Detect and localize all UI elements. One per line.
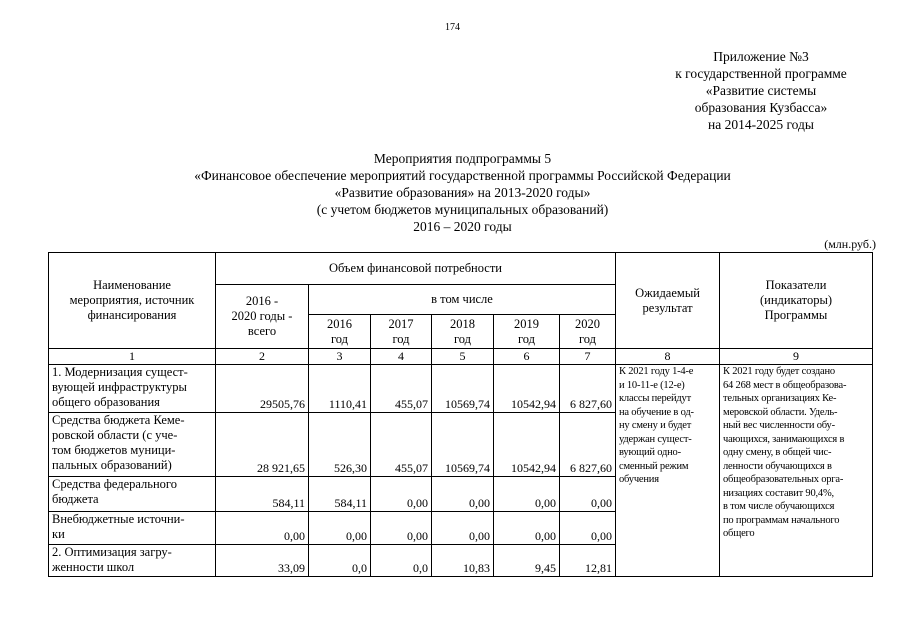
value-cell: 0,00	[371, 477, 432, 512]
document-title	[0, 150, 905, 235]
value-cell: 12,81	[560, 545, 616, 577]
header-year: 2019 год	[494, 315, 560, 349]
column-number: 7	[560, 349, 616, 365]
value-cell: 0,00	[432, 512, 494, 545]
value-cell: 10569,74	[432, 413, 494, 477]
column-number: 6	[494, 349, 560, 365]
header-year: 2017 год	[371, 315, 432, 349]
value-cell: 0,00	[494, 477, 560, 512]
value-cell: 10,83	[432, 545, 494, 577]
value-cell: 526,30	[309, 413, 371, 477]
title-line: «Развитие образования» на 2013-2020 годы»	[334, 185, 591, 200]
value-cell: 10542,94	[494, 413, 560, 477]
column-number: 8	[616, 349, 720, 365]
appendix-caption	[640, 48, 882, 133]
value-cell: 0,00	[216, 512, 309, 545]
appendix-line: на 2014-2025 годы	[708, 117, 814, 132]
appendix-line: образования Кузбасса»	[694, 100, 828, 115]
units-label: (млн.руб.)	[824, 237, 876, 251]
header-total: 2016 - 2020 годы - всего	[216, 285, 309, 349]
value-cell: 9,45	[494, 545, 560, 577]
value-cell: 0,00	[432, 477, 494, 512]
appendix-line: Приложение №3	[713, 49, 809, 64]
value-cell: 0,00	[560, 477, 616, 512]
value-cell: 10569,74	[432, 365, 494, 413]
value-cell: 0,00	[371, 512, 432, 545]
appendix-line: к государственной программе	[675, 66, 847, 81]
row-name: Внебюджетные источни- ки	[49, 512, 216, 545]
value-cell: 29505,76	[216, 365, 309, 413]
value-cell: 28 921,65	[216, 413, 309, 477]
header-indicators: Показатели (индикаторы) Программы	[720, 253, 873, 349]
value-cell: 6 827,60	[560, 413, 616, 477]
value-cell: 455,07	[371, 413, 432, 477]
header-expected-result: Ожидаемый результат	[616, 253, 720, 349]
header-volume: Объем финансовой потребности	[216, 253, 616, 285]
value-cell: 584,11	[216, 477, 309, 512]
value-cell: 455,07	[371, 365, 432, 413]
column-number: 3	[309, 349, 371, 365]
title-line: «Финансовое обеспечение мероприятий государственной программы Российской Федерации	[194, 168, 731, 183]
column-number: 1	[49, 349, 216, 365]
row-name: 1. Модернизация сущест- вующей инфраструктуры общего образования	[49, 365, 216, 413]
expected-result-text: К 2021 году 1-4-е и 10-11-е (12-е) классы перейдут на обучение в од- ну смену и будет удержан сущест- вующий одно- сменный режим обучения	[616, 365, 720, 577]
table-row	[49, 365, 873, 413]
column-number: 9	[720, 349, 873, 365]
value-cell: 10542,94	[494, 365, 560, 413]
value-cell: 0,00	[560, 512, 616, 545]
value-cell: 1110,41	[309, 365, 371, 413]
value-cell: 584,11	[309, 477, 371, 512]
header-year: 2020 год	[560, 315, 616, 349]
appendix-line: «Развитие системы	[705, 83, 817, 98]
header-name: Наименование мероприятия, источник финансирования	[49, 253, 216, 349]
row-name: Средства бюджета Кеме- ровской области (с уче- том бюджетов муници- пальных образований)	[49, 413, 216, 477]
header-including: в том числе	[309, 285, 616, 315]
value-cell: 33,09	[216, 545, 309, 577]
title-line: 2016 – 2020 годы	[413, 219, 512, 234]
financing-table	[48, 252, 873, 577]
row-name: 2. Оптимизация загру- женности школ	[49, 545, 216, 577]
value-cell: 6 827,60	[560, 365, 616, 413]
value-cell: 0,0	[371, 545, 432, 577]
value-cell: 0,00	[309, 512, 371, 545]
row-name: Средства федерального бюджета	[49, 477, 216, 512]
title-line: Мероприятия подпрограммы 5	[373, 151, 552, 166]
value-cell: 0,0	[309, 545, 371, 577]
header-year: 2018 год	[432, 315, 494, 349]
page-number: 174	[445, 22, 460, 33]
header-year: 2016 год	[309, 315, 371, 349]
indicators-text: К 2021 году будет создано 64 268 мест в общеобразова- тельных организациях Ке- меровской области. Удель- ный вес численности обу- чающихся, занимающихся в одну смену, в общей чис- ленности обучающихся в общеобразовательных орга- низациях составит 90,4%, в том числе обучающихся по программам начального общего	[720, 365, 873, 577]
value-cell: 0,00	[494, 512, 560, 545]
column-number: 2	[216, 349, 309, 365]
column-number: 4	[371, 349, 432, 365]
column-number: 5	[432, 349, 494, 365]
title-line: (с учетом бюджетов муниципальных образований)	[316, 202, 609, 217]
